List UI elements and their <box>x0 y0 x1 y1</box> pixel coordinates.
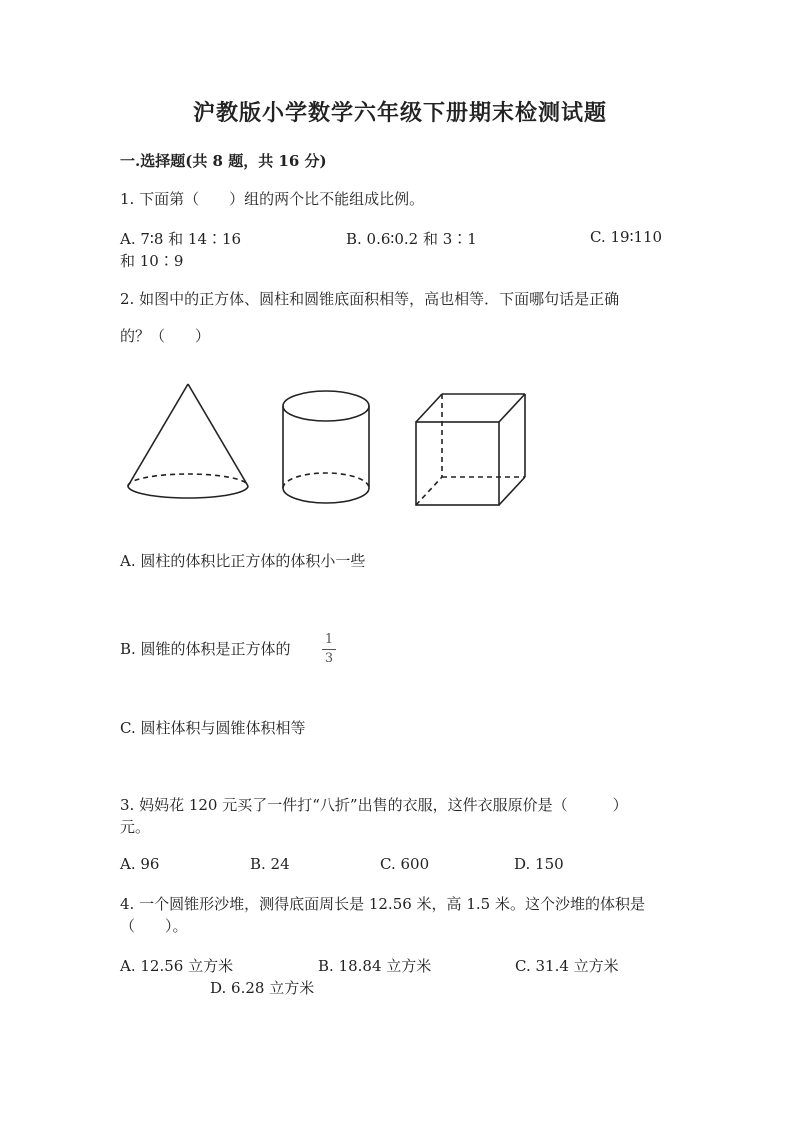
fraction-one-third <box>322 633 336 666</box>
question-3-stem-line2: 元。 <box>120 818 151 836</box>
q4-option-b: B. 18.84 立方米 <box>318 957 432 975</box>
question-2-stem-line2: 的？（ ） <box>120 327 211 345</box>
solid-figures <box>120 378 540 513</box>
question-4-stem-line2: （ ）。 <box>120 917 188 935</box>
fraction-bar <box>322 649 336 650</box>
cone-icon <box>128 384 248 498</box>
q4-option-c: C. 31.4 立方米 <box>515 957 619 975</box>
section-heading: 一.选择题(共 8 题，共 16 分) <box>120 152 327 170</box>
cylinder-icon <box>283 391 369 503</box>
fraction-denominator: 3 <box>324 651 334 666</box>
q3-option-a: A. 96 <box>120 855 160 873</box>
q3-option-c: C. 600 <box>380 855 430 873</box>
question-4-stem-line1: 4. 一个圆锥形沙堆，测得底面周长是 12.56 米，高 1.5 米。这个沙堆的体积是 <box>120 895 645 913</box>
q1-option-c: C. 19∶110 <box>590 228 663 246</box>
question-3-stem-line1: 3. 妈妈花 120 元买了一件打“八折”出售的衣服，这件衣服原价是（ ） <box>120 796 628 814</box>
q1-option-b: B. 0.6∶0.2 和 3∶1 <box>346 230 477 248</box>
page-title: 沪教版小学数学六年级下册期末检测试题 <box>192 100 607 126</box>
q2-option-a: A. 圆柱的体积比正方体的体积小一些 <box>120 552 366 570</box>
cube-icon <box>416 394 525 505</box>
q1-option-a: A. 7∶8 和 14∶16 <box>120 230 242 248</box>
q4-option-d: D. 6.28 立方米 <box>210 979 315 997</box>
q1-option-c-continued: 和 10∶9 <box>120 252 184 270</box>
fraction-numerator: 1 <box>324 632 334 647</box>
q3-option-d: D. 150 <box>514 855 564 873</box>
question-2-stem-line1: 2. 如图中的正方体、圆柱和圆锥底面积相等，高也相等．下面哪句话是正确 <box>120 290 620 308</box>
q2-option-b: B. 圆锥的体积是正方体的 <box>120 640 291 658</box>
q2-option-c: C. 圆柱体积与圆锥体积相等 <box>120 719 306 737</box>
q4-option-a: A. 12.56 立方米 <box>120 957 234 975</box>
question-1-stem: 1. 下面第（ ）组的两个比不能组成比例。 <box>120 190 425 208</box>
q3-option-b: B. 24 <box>250 855 290 873</box>
